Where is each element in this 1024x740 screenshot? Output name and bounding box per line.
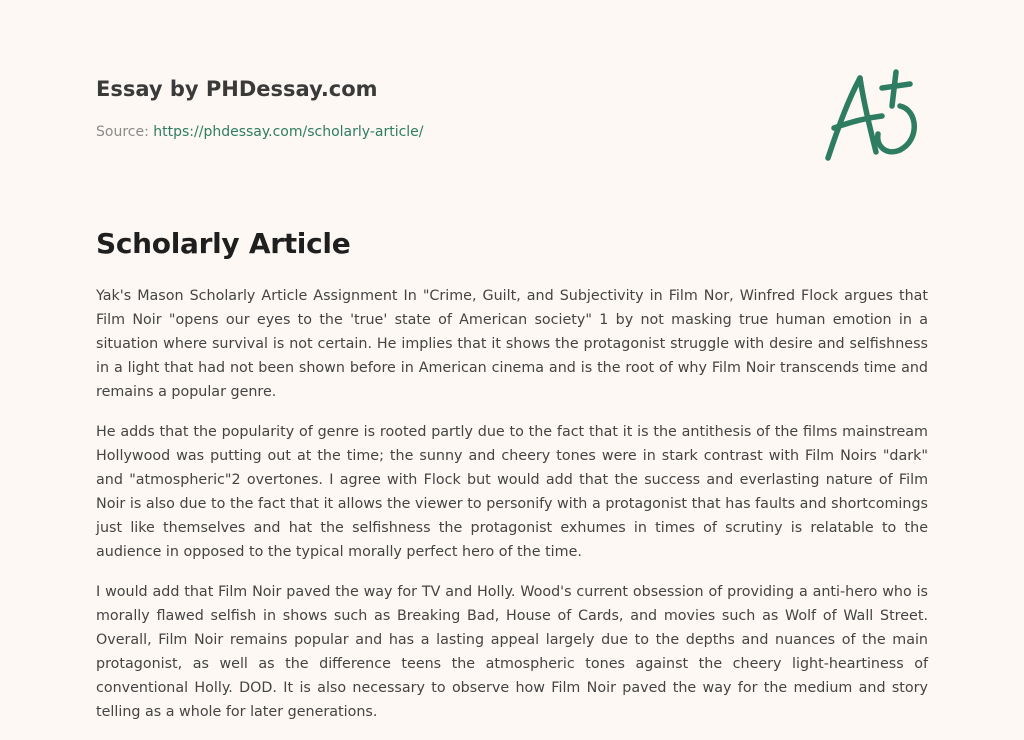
source-link[interactable]: https://phdessay.com/scholarly-article/ xyxy=(153,124,424,140)
article-title: Scholarly Article xyxy=(96,227,351,260)
article-paragraph-2: He adds that the popularity of genre is rooted partly due to the fact that it is the antithesis of the films mainstream Hollywood was putting out at the time; the sunny and cheery tones were in stark contrast with Film Noirs "dark" and "atmospheric"2 overtones. I agree with Flock but would add that the success and everlasting nature of Film Noir is also due to the fact that it allows the viewer to personify with a protagonist that has faults and shortcomings just like themselves and hat the selfishness the protagonist exhumes in times of scrutiny is relatable to the audience in opposed to the typical morally perfect hero of the time. xyxy=(96,424,928,560)
site-title: Essay by PHDessay.com xyxy=(96,77,378,101)
a-plus-logo-icon xyxy=(820,66,930,166)
article-paragraph-3: I would add that Film Noir paved the way for TV and Holly. Wood's current obsession of providing a anti-hero who is morally flawed selfish in shows such as Breaking Bad, House of Cards, and movies such as Wolf of Wall Street. Overall, Film Noir remains popular and has a lasting appeal largely due to the depths and nuances of the main protagonist, as well as the difference teens the atmospheric tones against the cheery light-heartiness of conventional Holly. DOD. It is also necessary to observe how Film Noir paved the way for the medium and story telling as a whole for later generations. xyxy=(96,584,928,720)
page-header xyxy=(96,74,656,142)
source-label: Source: xyxy=(96,124,154,140)
source-line xyxy=(96,122,656,142)
article xyxy=(96,224,928,740)
article-paragraph-1: Yak's Mason Scholarly Article Assignment In "Crime, Guilt, and Subjectivity in Film Nor, Winfred Flock argues that Film Noir "opens our eyes to the 'true' state of American society" 1 by not masking true human emotion in a situation where survival is not certain. He implies that it shows the protagonist struggle with desire and selfishness in a light that had not been shown before in American cinema and is the root of why Film Noir transcends time and remains a popular genre. xyxy=(96,288,928,400)
